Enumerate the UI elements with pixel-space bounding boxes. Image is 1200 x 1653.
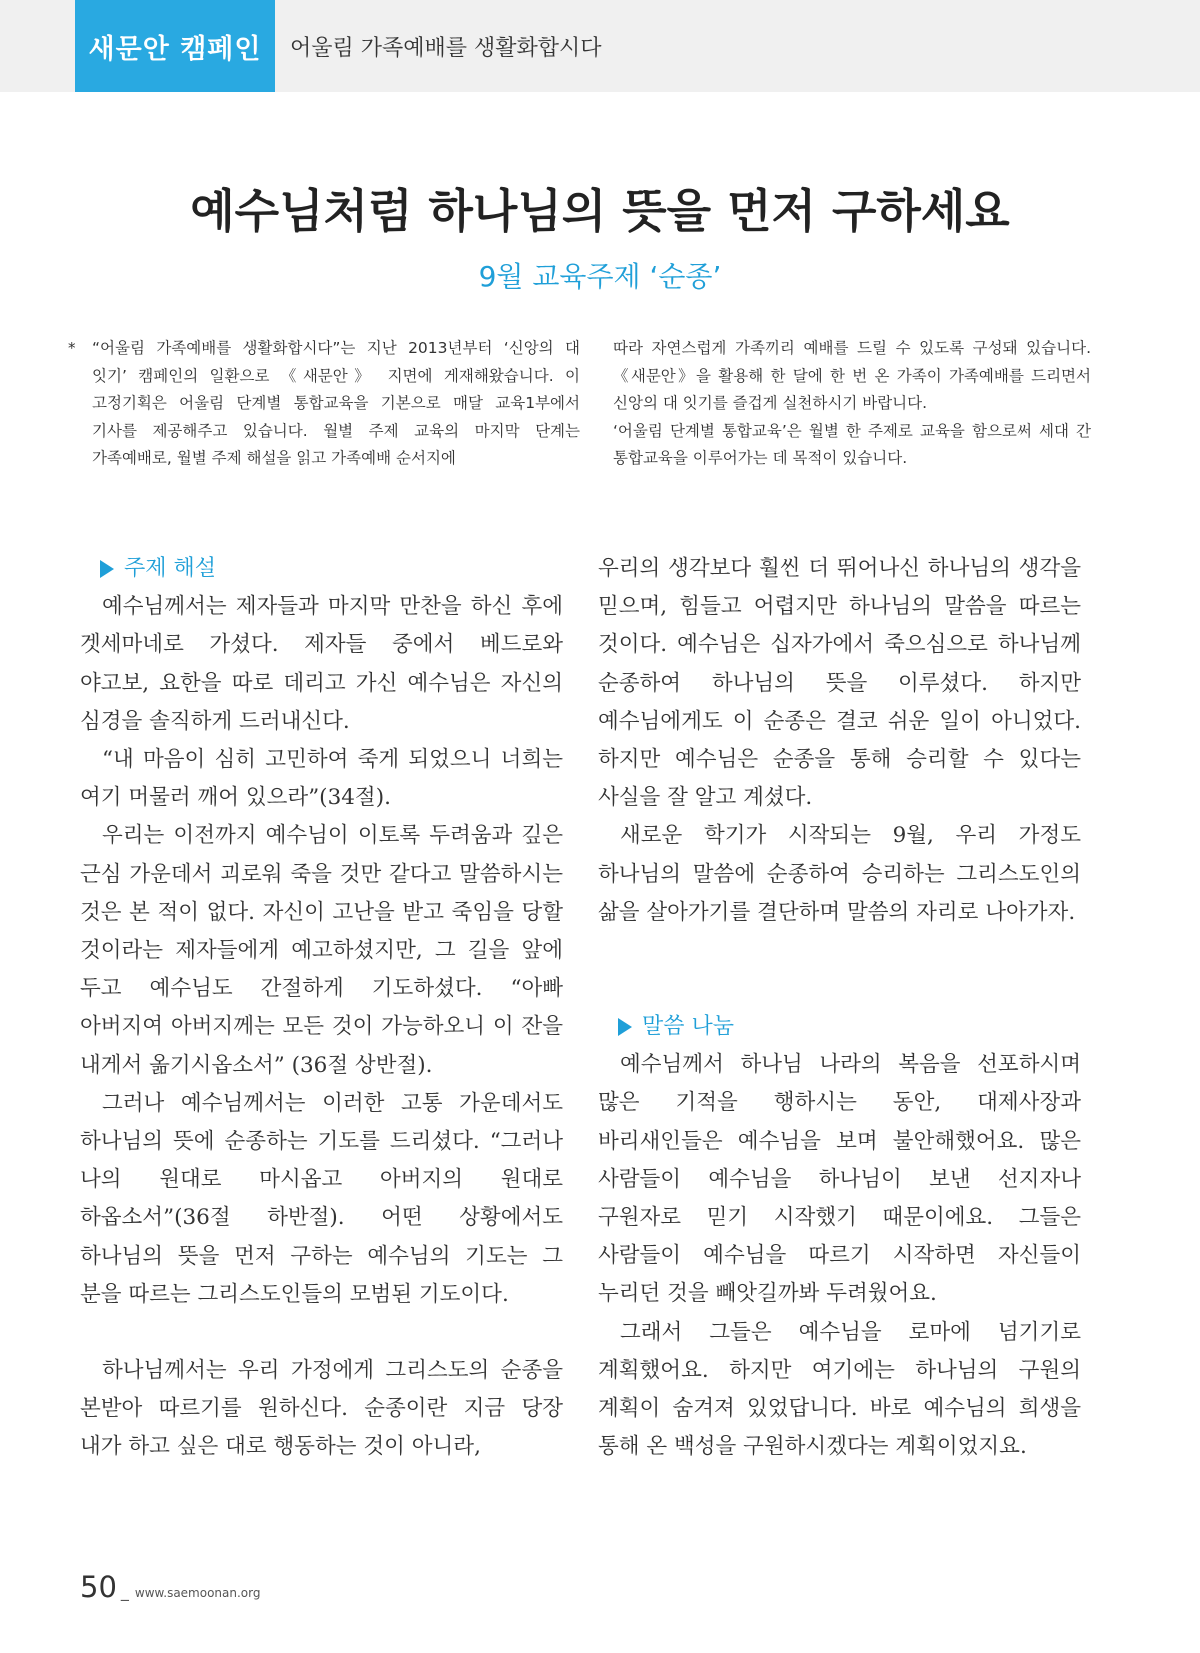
body-paragraph: 그래서 그들은 예수님을 로마에 넘기기로 계획했어요. 하지만 여기에는 하나님의 구원의 계획이 숨겨져 있었답니다. 바로 예수님의 희생을 통해 온 백성을 구원하시겠다는 계획이었지요.: [598, 1319, 1081, 1460]
body-paragraph: “내 마음이 심히 고민하여 죽게 되었으니 너희는 여기 머물러 깨어 있으라”(34절).: [80, 747, 563, 811]
page-subtitle: 9월 교육주제 ‘순종’: [478, 260, 722, 293]
body-paragraph: 예수님께서는 제자들과 마지막 만찬을 하신 후에 겟세마네로 가셨다. 제자들 중에서 베드로와 야고보, 요한을 따로 데리고 가신 예수님은 자신의 심경을 솔직하게 드러내신다.: [80, 594, 563, 734]
body-paragraph: 예수님께서 하나님 나라의 복음을 선포하시며 많은 기적을 행하시는 동안, 대제사장과 바리새인들은 예수님을 보며 불안해했어요. 많은 사람들이 예수님을 하나님이 보낸 선지자나 구원자로 믿기 시작했기 때문이에요. 그들은 사람들이 예수님을 따르기 시작하면 자신들이 누리던 것을 빼앗길까봐 두려웠어요.: [598, 1052, 1081, 1307]
section-heading-word: [618, 1008, 1081, 1046]
intro-note-left: [68, 335, 580, 473]
footer-url: www.saemoonan.org: [134, 1586, 261, 1600]
body-column-right: [598, 550, 1081, 1466]
intro-text-right-1: 따라 자연스럽게 가족끼리 예배를 드릴 수 있도록 구성돼 있습니다. 《새문안》을 활용해 한 달에 한 번 온 가족이 가족예배를 드리면서 신앙의 대 잇기를 즐겁게 실천하시기 바랍니다.: [613, 339, 1091, 412]
section-heading-theme-label: 주제 해설: [124, 556, 217, 581]
triangle-bullet-icon: [618, 1018, 632, 1036]
body-paragraph: 우리의 생각보다 훨씬 더 뛰어나신 하나님의 생각을 믿으며, 힘들고 어렵지만 하나님의 말씀을 따르는 것이다. 예수님은 십자가에서 죽으심으로 하나님께 순종하여 하나님의 뜻을 이루셨다. 하지만 예수님에게도 이 순종은 결코 쉬운 일이 아니었다. 하지만 예수님은 순종을 통해 승리할 수 있다는 사실을 잘 알고 계셨다.: [598, 556, 1081, 811]
page-title: 예수님처럼 하나님의 뜻을 먼저 구하세요: [190, 184, 1010, 238]
body-paragraph: 새로운 학기가 시작되는 9월, 우리 가정도 하나님의 말씀에 순종하여 승리하는 그리스도인의 삶을 살아가기를 결단하며 말씀의 자리로 나아가자.: [598, 823, 1081, 925]
intro-text-left: “어울림 가족예배를 생활화합시다”는 지난 2013년부터 ‘신앙의 대 잇기’ 캠페인의 일환으로 《새문안》 지면에 게재해왔습니다. 이 고정기획은 어울림 단계별 통합교육을 기본으로 매달 교육1부에서 기사를 제공해주고 있습니다. 월별 주제 교육의 마지막 단계는 가족예배로, 월별 주제 해설을 읽고 가족예배 순서지에: [92, 339, 580, 467]
triangle-bullet-icon: [100, 560, 114, 578]
body-paragraph: 그러나 예수님께서는 이러한 고통 가운데서도 하나님의 뜻에 순종하는 기도를 드리셨다. “그러나 나의 원대로 마시옵고 아버지의 원대로 하옵소서”(36절 하반절). 어떤 상황에서도 하나님의 뜻을 먼저 구하는 예수님의 기도는 그 분을 따르는 그리스도인들의 모범된 기도이다.: [80, 1090, 563, 1307]
intro-note-right: [613, 335, 1091, 473]
campaign-subtitle: 어울림 가족예배를 생활화합시다: [290, 35, 602, 61]
campaign-badge: 새문안 캠페인: [75, 0, 275, 92]
footnote-star: *: [68, 339, 76, 357]
page-footer: [80, 1570, 260, 1604]
section-heading-word-label: 말씀 나눔: [642, 1014, 735, 1040]
page-number: 50: [80, 1570, 117, 1604]
body-paragraph: 하나님께서는 우리 가정에게 그리스도의 순종을 본받아 따르기를 원하신다. 순종이란 지금 당장 내가 하고 싶은 대로 행동하는 것이 아니라,: [80, 1358, 563, 1460]
body-paragraph: 우리는 이전까지 예수님이 이토록 두려움과 깊은 근심 가운데서 괴로워 죽을 것만 같다고 말씀하시는 것은 본 적이 없다. 자신이 고난을 받고 죽임을 당할 것이라는 제자들에게 예고하셨지만, 그 길을 앞에 두고 예수님도 간절하게 기도하셨다. “아빠 아버지여 아버지께는 모든 것이 가능하오니 이 잔을 내게서 옮기시옵소서” (36절 상반절).: [80, 823, 563, 1078]
intro-text-right-2: ‘어울림 단계별 통합교육’은 월별 한 주제로 교육을 함으로써 세대 간 통합교육을 이루어가는 데 목적이 있습니다.: [613, 421, 1091, 467]
section-heading-theme: [100, 550, 563, 588]
paragraph-gap: [80, 1314, 563, 1352]
footer-separator: _: [120, 1582, 129, 1601]
body-column-left: [80, 550, 563, 1467]
section-gap: [598, 932, 1081, 1008]
